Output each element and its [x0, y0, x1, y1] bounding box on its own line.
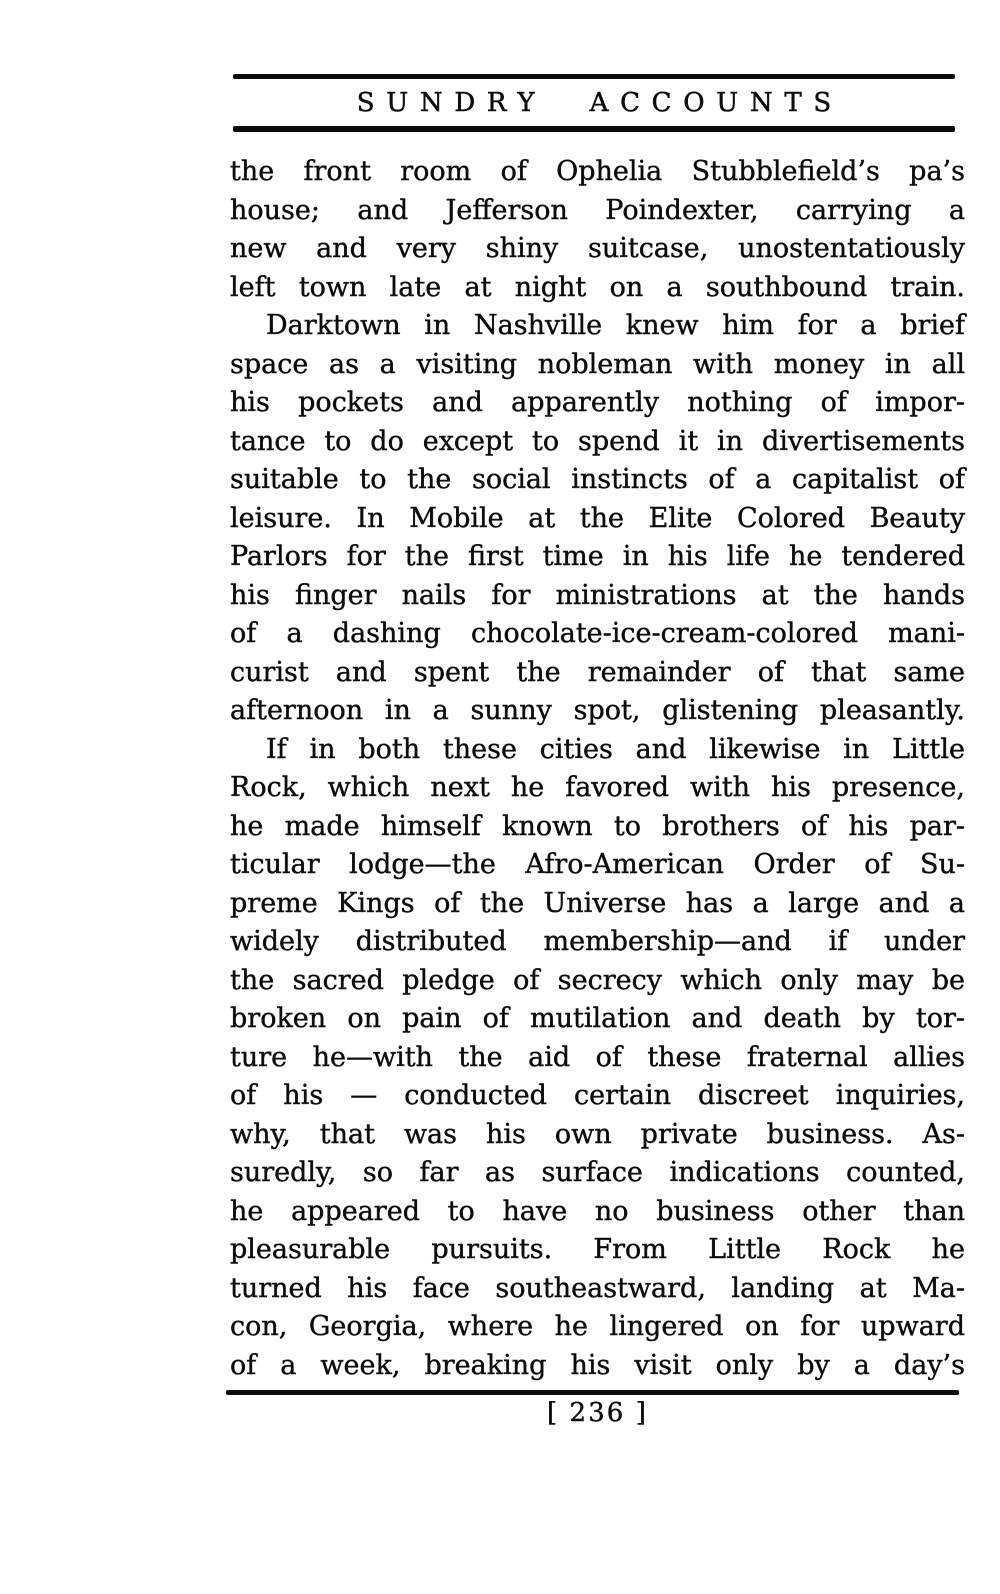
- text-line: Parlors for the first time in his life he tendered: [230, 541, 965, 572]
- page-body-text: [230, 153, 965, 1385]
- text-line: house; and Jefferson Poindexter, carrying a: [230, 194, 965, 226]
- text-line: suitable to the social instincts of a capitalist of: [230, 464, 965, 495]
- text-line: suredly, so far as surface indications counted,: [230, 1157, 965, 1188]
- running-header-title: SUNDRY ACCOUNTS: [356, 88, 843, 118]
- text-line: ture he—with the aid of these fraternal allies: [230, 1041, 965, 1073]
- text-line: his finger nails for ministrations at the hands: [230, 579, 965, 611]
- text-line: ticular lodge—the Afro-American Order of Su-: [230, 849, 965, 880]
- text-line: why, that was his own private business. As-: [230, 1118, 965, 1150]
- text-line: the sacred pledge of secrecy which only may be: [230, 964, 965, 996]
- text-line: the front room of Ophelia Stubblefield’s pa’s: [230, 156, 965, 187]
- text-line: space as a visiting nobleman with money in all: [230, 348, 965, 380]
- text-line: pleasurable pursuits. From Little Rock he: [230, 1234, 965, 1265]
- text-line: curist and spent the remainder of that same: [230, 656, 965, 688]
- header-rule-top: [233, 74, 955, 79]
- footer-rule: [226, 1390, 959, 1395]
- text-line: he made himself known to brothers of his par-: [230, 810, 965, 842]
- text-line: broken on pain of mutilation and death by tor-: [230, 1003, 965, 1034]
- text-line: preme Kings of the Universe has a large and a: [230, 887, 965, 919]
- text-line: left town late at night on a southbound train.: [230, 271, 965, 303]
- text-line: con, Georgia, where he lingered on for upward: [230, 1311, 965, 1342]
- text-line: Darktown in Nashville knew him for a brief: [266, 310, 965, 341]
- text-line: widely distributed membership—and if under: [230, 926, 965, 957]
- text-line: turned his face southeastward, landing at Ma-: [230, 1272, 965, 1304]
- header-rule-bottom: [233, 126, 955, 132]
- text-line: If in both these cities and likewise in Little: [266, 733, 965, 765]
- text-line: of a dashing chocolate-ice-cream-colored mani-: [230, 618, 965, 649]
- text-line: new and very shiny suitcase, unostentatiously: [230, 233, 965, 264]
- text-line: afternoon in a sunny spot, glistening pleasantly.: [230, 695, 965, 726]
- text-line: he appeared to have no business other than: [230, 1195, 965, 1227]
- text-line: of his — conducted certain discreet inquiries,: [230, 1080, 965, 1111]
- text-line: of a week, breaking his visit only by a day’s: [230, 1349, 965, 1381]
- text-line: Rock, which next he favored with his presence,: [230, 772, 965, 803]
- page-number: [ 236 ]: [546, 1398, 648, 1428]
- text-line: his pockets and apparently nothing of impor-: [230, 387, 965, 418]
- text-line: leisure. In Mobile at the Elite Colored Beauty: [230, 502, 965, 534]
- text-line: tance to do except to spend it in divertisements: [230, 425, 965, 457]
